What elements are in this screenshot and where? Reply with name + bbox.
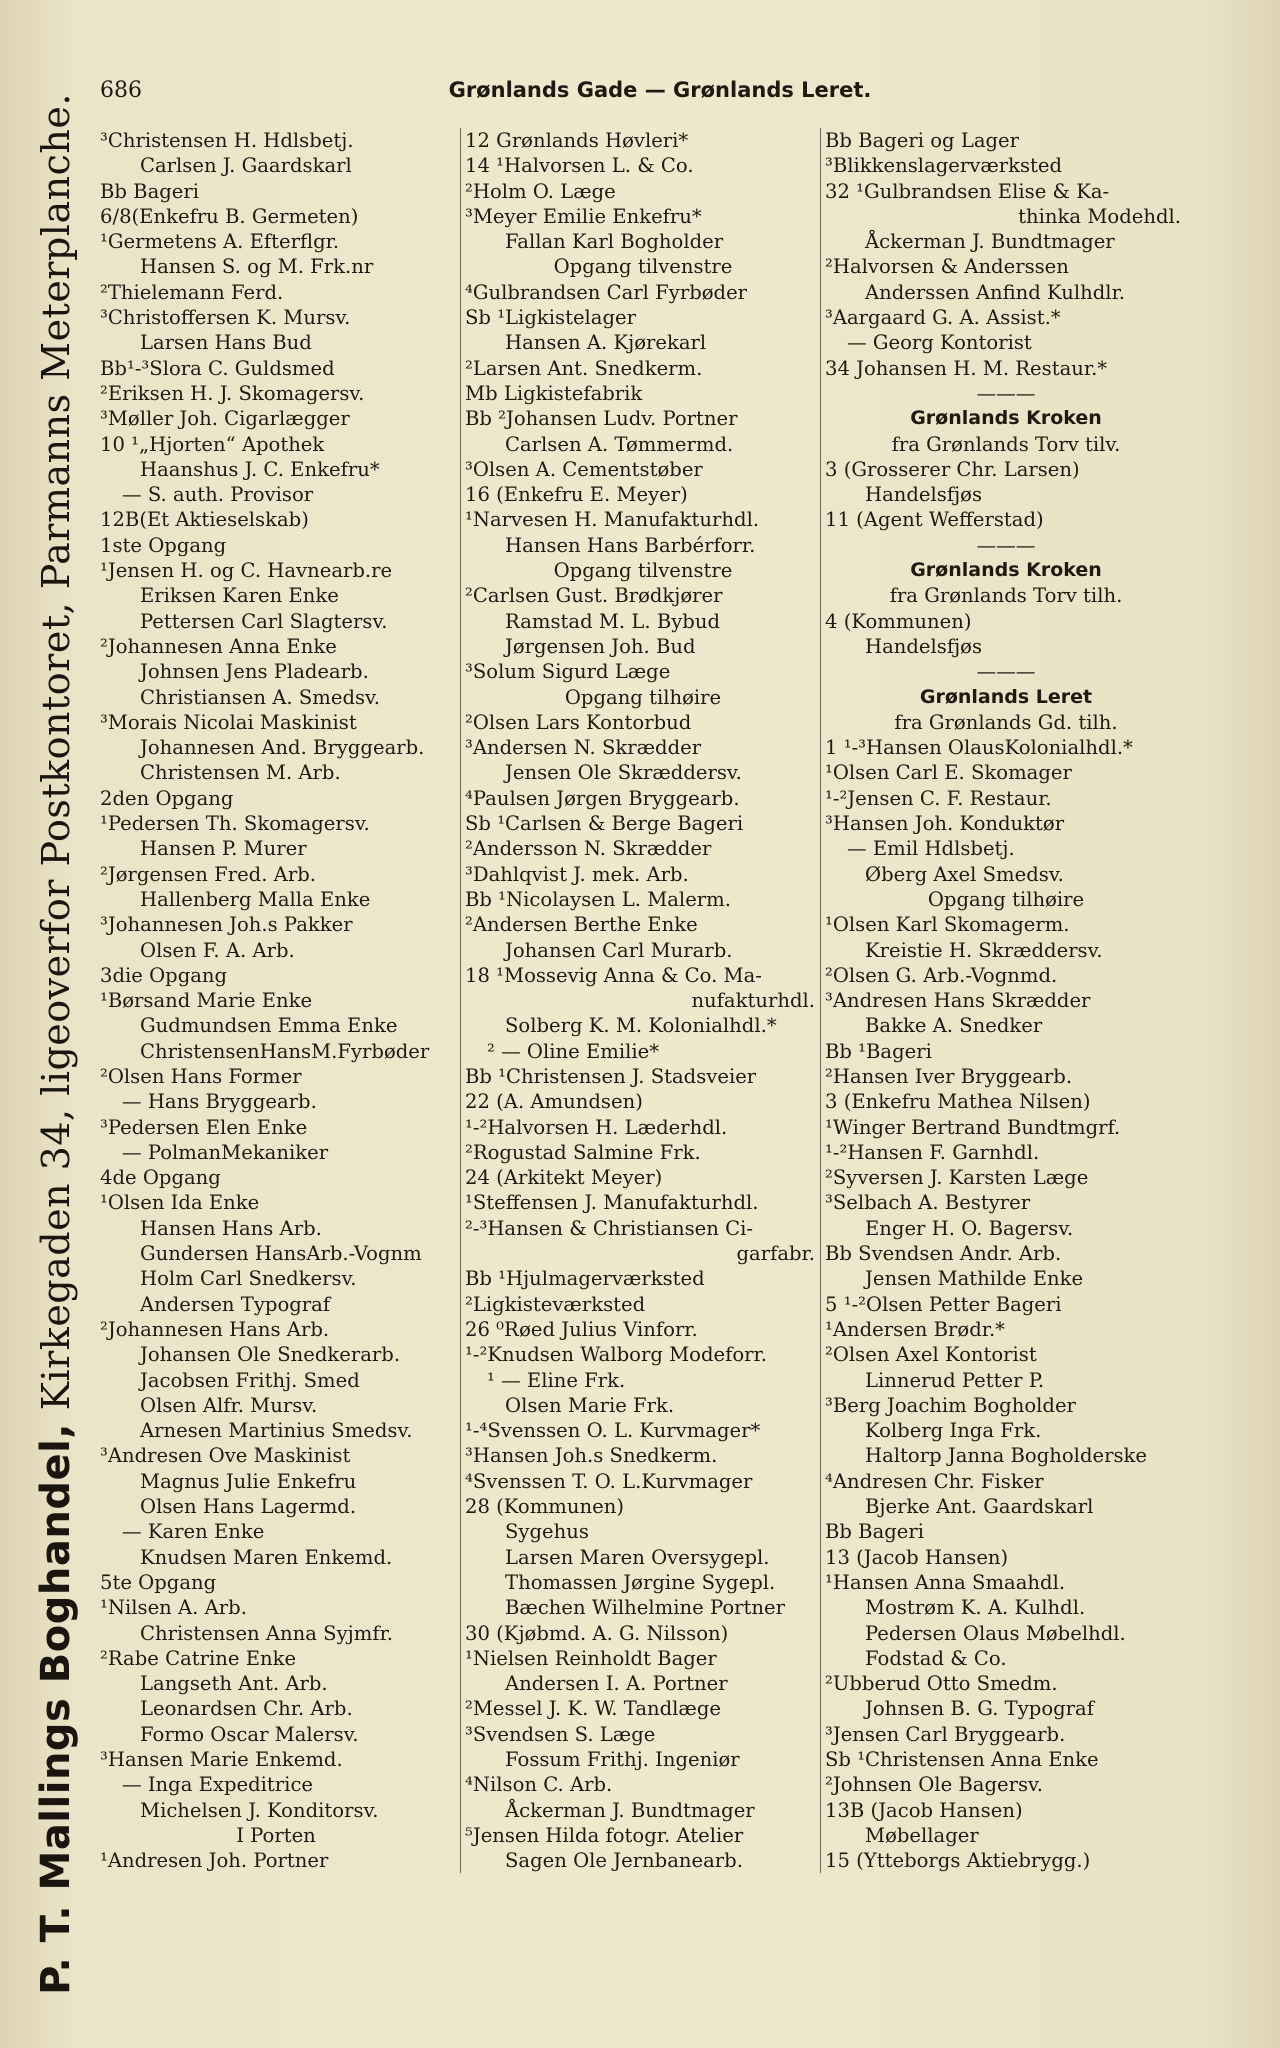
directory-entry: ²Messel J. K. W. Tandlæge (465, 1697, 721, 1721)
directory-entry: 1 ¹-³Hansen OlausKolonialhdl.* (825, 736, 1133, 760)
directory-entry: ¹-²Hansen F. Garnhdl. (825, 1140, 1040, 1164)
directory-entry: ²Olsen Hans Former (100, 1064, 302, 1088)
directory-entry: 16 (Enkefru E. Meyer) (465, 483, 688, 507)
directory-entry: Formo Oscar Malersv. (140, 1722, 359, 1746)
directory-entry: ³Hansen Joh. Konduktør (825, 812, 1065, 836)
directory-entry: ¹-²Halvorsen H. Læderhdl. (465, 1115, 728, 1139)
directory-entry: ²Olsen G. Arb.-Vognmd. (825, 963, 1058, 987)
directory-entry: ²Jørgensen Fred. Arb. (100, 862, 316, 886)
directory-entry: ²Carlsen Gust. Brødkjører (465, 584, 723, 608)
directory-entry: ¹Germetens A. Efterflgr. (100, 230, 340, 254)
directory-entry: Handelsfjøs (865, 634, 983, 658)
directory-entry: Holm Carl Snedkersv. (140, 1267, 357, 1291)
directory-entry: Sb ¹Carlsen & Berge Bageri (465, 812, 744, 836)
directory-entry: Gudmundsen Emma Enke (140, 1014, 398, 1038)
directory-entry: ¹Børsand Marie Enke (100, 989, 313, 1013)
directory-entry: 18 ¹Mossevig Anna & Co. Ma- (465, 963, 762, 987)
directory-entry: ¹-⁴Svenssen O. L. Kurvmager* (465, 1419, 761, 1443)
directory-entry: Johannesen And. Bryggearb. (140, 736, 425, 760)
directory-entry: ²Larsen Ant. Snedkerm. (465, 356, 703, 380)
directory-entry: Haanshus J. C. Enkefru* (140, 457, 380, 481)
directory-entry: Linnerud Petter P. (865, 1368, 1045, 1392)
directory-entry: nufakturhdl. (691, 989, 815, 1013)
directory-entry: Magnus Julie Enkefru (140, 1469, 357, 1493)
directory-entry: — Emil Hdlsbetj. (847, 837, 1015, 861)
directory-entry: Sb ¹Ligkistelager (465, 306, 636, 330)
directory-entry: Haltorp Janna Bogholderske (865, 1444, 1147, 1468)
directory-entry: Mb Ligkistefabrik (465, 381, 643, 405)
directory-entry: Olsen Marie Frk. (505, 1393, 675, 1417)
directory-entry: fra Grønlands Torv tilv. (891, 432, 1121, 456)
directory-entry: 13 (Jacob Hansen) (825, 1545, 1009, 1569)
directory-entry: 26 ⁰Røed Julius Vinforr. (465, 1317, 698, 1341)
section-divider: ——— (976, 533, 1036, 557)
directory-entry: Bb Bageri (825, 1520, 925, 1544)
column-3 (820, 128, 1187, 1873)
directory-entry: ³Berg Joachim Bogholder (825, 1393, 1076, 1417)
directory-entry: ²-³Hansen & Christiansen Ci- (465, 1216, 754, 1240)
column-1 (100, 128, 452, 1873)
directory-entry: ChristensenHansM.Fyrbøder (140, 1039, 430, 1063)
directory-entry: Eriksen Karen Enke (140, 584, 339, 608)
directory-entry: Hansen P. Murer (140, 837, 307, 861)
directory-entry: Larsen Maren Oversygepl. (505, 1545, 770, 1569)
directory-entry: Carlsen J. Gaardskarl (140, 154, 352, 178)
directory-entry: Pettersen Carl Slagtersv. (140, 609, 388, 633)
directory-entry: — Georg Kontorist (847, 331, 1032, 355)
directory-entry: Carlsen A. Tømmermd. (505, 432, 734, 456)
directory-entry: ²Thielemann Ferd. (100, 280, 284, 304)
directory-entry: ²Rabe Catrine Enke (100, 1646, 297, 1670)
directory-entry: ²Olsen Axel Kontorist (825, 1343, 1037, 1367)
directory-entry: ²Andersson N. Skrædder (465, 837, 712, 861)
directory-entry: ²Holm O. Læge (465, 179, 616, 203)
directory-entry: ²Ligkisteværksted (465, 1292, 646, 1316)
directory-entry: Hansen A. Kjørekarl (505, 331, 707, 355)
directory-entry: 13B (Jacob Hansen) (825, 1798, 1023, 1822)
directory-entry: 12 Grønlands Høvleri* (465, 129, 689, 152)
directory-entry: thinka Modehdl. (1018, 204, 1181, 228)
directory-entry: Fodstad & Co. (865, 1646, 1007, 1670)
directory-entry: Enger H. O. Bagersv. (865, 1216, 1074, 1240)
column-2 (460, 128, 821, 1873)
directory-entry: ¹Olsen Carl E. Skomager (825, 761, 1072, 785)
directory-entry: Bb ²Johansen Ludv. Portner (465, 407, 738, 431)
directory-entry: ¹-²Knudsen Walborg Modeforr. (465, 1343, 767, 1367)
directory-entry: Opgang tilvenstre (553, 255, 733, 279)
directory-entry: ⁴Paulsen Jørgen Bryggearb. (465, 786, 740, 810)
directory-entry: ³Andersen N. Skrædder (465, 736, 702, 760)
directory-entry: ³Olsen A. Cementstøber (465, 457, 703, 481)
directory-entry: Sagen Ole Jernbanearb. (505, 1849, 743, 1873)
directory-entry: ²Johannesen Hans Arb. (100, 1317, 330, 1341)
directory-entry: Anderssen Anfind Kulhdlr. (865, 280, 1126, 304)
directory-entry: ²Hansen Iver Bryggearb. (825, 1064, 1073, 1088)
directory-entry: ⁴Svenssen T. O. L.Kurvmager (465, 1469, 753, 1493)
directory-entry: ¹Winger Bertrand Bundtmgrf. (825, 1115, 1121, 1139)
directory-entry: Møbellager (865, 1823, 979, 1847)
directory-entry: Pedersen Olaus Møbelhdl. (865, 1621, 1126, 1645)
directory-entry: ²Johnsen Ole Bagersv. (825, 1773, 1044, 1797)
directory-entry: 24 (Arkitekt Meyer) (465, 1166, 663, 1190)
directory-entry: Christiansen A. Smedsv. (140, 685, 381, 709)
directory-entry: Kolberg Inga Frk. (865, 1419, 1042, 1443)
directory-entry: Sygehus (505, 1520, 589, 1544)
directory-entry: 5 ¹-²Olsen Petter Bageri (825, 1292, 1062, 1316)
directory-entry: ⁴Nilson C. Arb. (465, 1773, 613, 1797)
sidebar-advertisement (26, 84, 86, 2004)
directory-entry: 34 Johansen H. M. Restaur.* (825, 356, 1108, 380)
directory-entry: fra Grønlands Torv tilh. (889, 584, 1123, 608)
sidebar-advertisement-text (33, 93, 79, 1995)
directory-entry: Bb ¹Bageri (825, 1039, 932, 1063)
directory-entry: Johnsen B. G. Typograf (865, 1697, 1094, 1721)
directory-entry: Knudsen Maren Enkemd. (140, 1545, 393, 1569)
directory-entry: Bb ¹Hjulmagerværksted (465, 1267, 705, 1291)
directory-entry: 5te Opgang (100, 1570, 217, 1594)
directory-entry: ³Solum Sigurd Læge (465, 660, 671, 684)
directory-entry: Åckerman J. Bundtmager (505, 1798, 755, 1822)
section-divider: ——— (976, 381, 1036, 405)
directory-entry: ²Rogustad Salmine Frk. (465, 1140, 701, 1164)
directory-entry: ³Christoffersen K. Mursv. (100, 306, 351, 330)
directory-entry: ³Hansen Joh.s Snedkerm. (465, 1444, 718, 1468)
directory-entry: ³Blikkenslagerværksted (825, 154, 1063, 178)
directory-entry: ¹Jensen H. og C. Havnearb.re (100, 559, 393, 583)
directory-entry: ¹Andresen Joh. Portner (100, 1849, 329, 1873)
directory-entry: 22 (A. Amundsen) (465, 1090, 643, 1114)
directory-entry: Jensen Ole Skræddersv. (505, 761, 742, 785)
directory-entry: ²Halvorsen & Anderssen (825, 255, 1069, 279)
directory-entry: — Karen Enke (122, 1520, 265, 1544)
directory-entry: — Hans Bryggearb. (122, 1090, 317, 1114)
directory-entry: Johansen Ole Snedkerarb. (140, 1343, 401, 1367)
directory-entry: Bb Bageri (100, 179, 200, 203)
directory-entry: ³Hansen Marie Enkemd. (100, 1748, 343, 1771)
directory-entry: Andersen I. A. Portner (505, 1672, 728, 1696)
directory-entry: ¹Steffensen J. Manufakturhdl. (465, 1191, 759, 1215)
directory-entry: Olsen Alfr. Mursv. (140, 1393, 318, 1417)
directory-entry: Jensen Mathilde Enke (865, 1267, 1084, 1291)
directory-entry: ²Ubberud Otto Smedm. (825, 1672, 1058, 1696)
directory-entry: Bb ¹Nicolaysen L. Malerm. (465, 887, 731, 911)
directory-entry: Olsen Hans Lagermd. (140, 1495, 357, 1519)
directory-entry: ¹Andersen Brødr.* (825, 1317, 1005, 1341)
directory-entry: — Inga Expeditrice (122, 1773, 314, 1797)
directory-entry: Hansen Hans Barbérforr. (505, 533, 756, 557)
directory-entry: Hallenberg Malla Enke (140, 887, 371, 911)
directory-entry: Åckerman J. Bundtmager (865, 230, 1115, 254)
directory-entry: Andersen Typograf (140, 1292, 331, 1316)
directory-entry: ²Eriksen H. J. Skomagersv. (100, 381, 365, 405)
section-heading: Grønlands Leret (919, 685, 1093, 708)
directory-entry: ¹Pedersen Th. Skomagersv. (100, 812, 370, 836)
directory-entry: Hansen S. og M. Frk.nr (140, 255, 374, 279)
directory-entry: ¹Nilsen A. Arb. (100, 1596, 247, 1620)
directory-entry: ¹Nielsen Reinholdt Bager (465, 1646, 717, 1670)
directory-entry: Solberg K. M. Kolonialhdl.* (505, 1014, 777, 1038)
directory-entry: Michelsen J. Konditorsv. (140, 1798, 379, 1822)
directory-entry: Bæchen Wilhelmine Portner (505, 1596, 785, 1620)
directory-entry: 6/8(Enkefru B. Germeten) (100, 204, 359, 228)
directory-entry: ³Andresen Ove Maskinist (100, 1444, 351, 1468)
directory-entry: Opgang tilvenstre (553, 559, 733, 583)
directory-entry: — S. auth. Provisor (122, 483, 314, 507)
running-head: Grønlands Gade — Grønlands Leret. (448, 78, 872, 102)
directory-entry: ¹ — Eline Frk. (487, 1368, 626, 1392)
directory-entry: Christensen Anna Syjmfr. (140, 1621, 394, 1645)
directory-entry: 28 (Kommunen) (465, 1495, 624, 1519)
directory-entry: ³Jensen Carl Bryggearb. (825, 1722, 1066, 1746)
directory-entry: Hansen Hans Arb. (140, 1216, 322, 1240)
directory-entry: Bb Bageri og Lager (825, 129, 1020, 152)
directory-entry: Opgang tilhøire (564, 685, 722, 709)
directory-entry: 1ste Opgang (100, 533, 227, 557)
directory-entry: Sb ¹Christensen Anna Enke (825, 1748, 1099, 1771)
directory-entry: ²Syversen J. Karsten Læge (825, 1166, 1089, 1190)
directory-entry: ³Christensen H. Hdlsbetj. (100, 129, 354, 152)
sidebar-ad-rest: Kirkegaden 34, ligeoverfor Postkontoret, Parmanns Meterplanche. (34, 93, 79, 1423)
directory-entry: Bb¹-³Slora C. Guldsmed (100, 356, 335, 380)
directory-entry: ³Dahlqvist J. mek. Arb. (465, 862, 689, 886)
directory-entry: ⁴Andresen Chr. Fisker (825, 1469, 1044, 1493)
directory-entry: 10 ¹„Hjorten“ Apothek (100, 432, 325, 456)
directory-entry: 15 (Ytteborgs Aktiebrygg.) (825, 1849, 1091, 1873)
directory-entry: ¹Olsen Ida Enke (100, 1191, 260, 1215)
directory-entry: Thomassen Jørgine Sygepl. (505, 1570, 776, 1594)
directory-entry: ²Andersen Berthe Enke (465, 913, 698, 937)
directory-entry: ³Pedersen Elen Enke (100, 1115, 308, 1139)
directory-entry: Ramstad M. L. Bybud (505, 609, 721, 633)
sidebar-ad-bold: P. T. Mallings Boghandel, (33, 1422, 80, 1995)
directory-entry: Johansen Carl Murarb. (505, 938, 733, 962)
section-heading: Grønlands Kroken (910, 559, 1102, 582)
directory-entry: Fallan Karl Bogholder (505, 230, 724, 254)
directory-entry: 12B(Et Aktieselskab) (100, 508, 309, 532)
directory-entry: 4 (Kommunen) (825, 609, 972, 633)
directory-entry: 11 (Agent Wefferstad) (825, 508, 1044, 532)
directory-entry: Christensen M. Arb. (140, 761, 341, 785)
directory-entry: Mostrøm K. A. Kulhdl. (865, 1596, 1086, 1620)
directory-entry: Gundersen HansArb.-Vognm (140, 1242, 422, 1266)
directory-entry: Fossum Frithj. Ingeniør (505, 1748, 740, 1771)
directory-entry: 14 ¹Halvorsen L. & Co. (465, 154, 694, 178)
directory-entry: 2den Opgang (100, 786, 234, 810)
directory-entry: ³Svendsen S. Læge (465, 1722, 656, 1746)
directory-entry: Øberg Axel Smedsv. (865, 862, 1064, 886)
directory-entry: 32 ¹Gulbrandsen Elise & Ka- (825, 179, 1110, 203)
section-heading: Grønlands Kroken (910, 407, 1102, 430)
directory-entry: ¹Hansen Anna Smaahdl. (825, 1570, 1066, 1594)
directory-entry: Opgang tilhøire (927, 887, 1085, 911)
directory-entry: ² — Oline Emilie* (487, 1039, 660, 1063)
page-number: 686 (100, 78, 142, 103)
directory-entry: ³Aargaard G. A. Assist.* (825, 306, 1061, 330)
directory-entry: Bb Svendsen Andr. Arb. (825, 1242, 1062, 1266)
directory-entry: Larsen Hans Bud (140, 331, 312, 355)
directory-entry: Kreistie H. Skræddersv. (865, 938, 1103, 962)
directory-entry: ²Olsen Lars Kontorbud (465, 710, 692, 734)
directory-entry: 3 (Grosserer Chr. Larsen) (825, 457, 1080, 481)
directory-entry: ²Johannesen Anna Enke (100, 634, 337, 658)
directory-entry: I Porten (236, 1823, 316, 1847)
directory-entry: Jørgensen Joh. Bud (505, 634, 696, 658)
directory-entry: garfabr. (736, 1242, 815, 1266)
directory-entry: Leonardsen Chr. Arb. (140, 1697, 353, 1721)
directory-entry: ¹Olsen Karl Skomagerm. (825, 913, 1070, 937)
directory-entry: ⁴Gulbrandsen Carl Fyrbøder (465, 280, 748, 304)
directory-entry: 30 (Kjøbmd. A. G. Nilsson) (465, 1621, 729, 1645)
directory-entry: Bakke A. Snedker (865, 1014, 1043, 1038)
directory-entry: 4de Opgang (100, 1166, 221, 1190)
directory-entry: Bjerke Ant. Gaardskarl (865, 1495, 1094, 1519)
directory-entry: ⁵Jensen Hilda fotogr. Atelier (465, 1823, 744, 1847)
directory-entry: Langseth Ant. Arb. (140, 1672, 328, 1696)
directory-entry: Jacobsen Frithj. Smed (140, 1368, 360, 1392)
directory-entry: Johnsen Jens Pladearb. (140, 660, 369, 684)
directory-entry: Arnesen Martinius Smedsv. (140, 1419, 413, 1443)
directory-entry: ¹Narvesen H. Manufakturhdl. (465, 508, 760, 532)
directory-entry: ³Meyer Emilie Enkefru* (465, 204, 702, 228)
directory-entry: ¹-²Jensen C. F. Restaur. (825, 786, 1052, 810)
directory-entry: Olsen F. A. Arb. (140, 938, 295, 962)
directory-entry: ³Andresen Hans Skrædder (825, 989, 1091, 1013)
directory-entry: 3 (Enkefru Mathea Nilsen) (825, 1090, 1091, 1114)
directory-entry: Bb ¹Christensen J. Stadsveier (465, 1064, 757, 1088)
directory-entry: ³Morais Nicolai Maskinist (100, 710, 357, 734)
directory-entry: — PolmanMekaniker (122, 1140, 329, 1164)
directory-entry: ³Møller Joh. Cigarlægger (100, 407, 350, 431)
section-divider: ——— (976, 660, 1036, 684)
directory-entry: Handelsfjøs (865, 483, 983, 507)
directory-entry: ³Johannesen Joh.s Pakker (100, 913, 353, 937)
directory-entry: ³Selbach A. Bestyrer (825, 1191, 1031, 1215)
directory-entry: 3die Opgang (100, 963, 228, 987)
directory-entry: fra Grønlands Gd. tilh. (894, 710, 1118, 734)
